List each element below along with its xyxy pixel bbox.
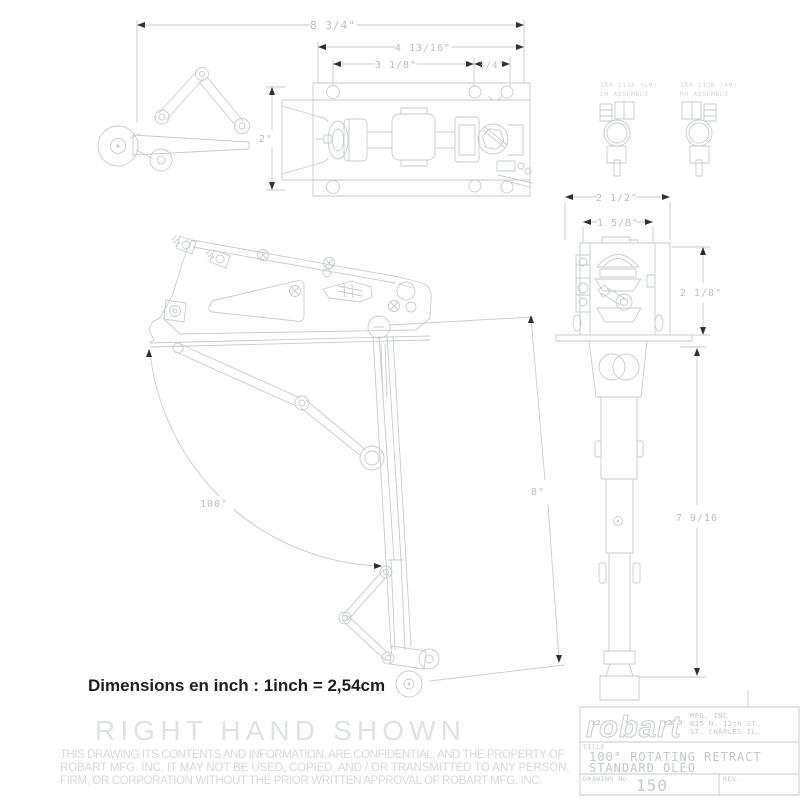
top-view-dimensions [137,19,524,190]
drawing-title-line-1: 100° ROTATING RETRACT [589,750,762,764]
drawing-no-value: 150 [636,776,668,795]
rh-detail-view [680,81,737,176]
disclaimer-line-2: ROBART MFG. INC. IT MAY NOT BE USED, COPIED, AND / OR TRANSMITTED TO ANY PERSON, [60,762,570,774]
lh-assembly-label: LH ASSEMBLY [600,90,649,98]
dim-body-height-label: 2" [258,134,274,145]
disclaimer-line-1: THIS DRAWING ITS CONTENTS AND INFORMATION, ARE CONFIDENTIAL, AND THE PROPERTY OF [60,749,565,761]
drawing-title-line-2: STANDARD OLEO [589,761,696,775]
folded-gear-assembly [98,68,250,172]
swing-angle-label: 100° [199,499,229,510]
lh-detail-view [600,81,657,176]
lh-part-number: 150-113A (LH) [600,81,658,89]
torque-scissor-links [339,566,394,664]
top-view [98,19,532,196]
robart-logo: robart [586,709,682,744]
oleo-strut-side [360,336,411,650]
orientation-note: RIGHT HAND SHOWN [95,715,467,746]
drag-link [173,343,366,456]
axle-and-wheel-hub [390,646,439,697]
company-line-2: 625 N. 12th ST. [690,720,761,728]
rev-label: REV. [723,775,741,783]
disclaimer-line-3: FIRM, OR CORPORATION WITHOUT THE PRIOR WRITTEN APPROVAL OF ROBART MFG. INC. [60,775,543,787]
rh-part-number: 150-113B (RH) [680,81,738,89]
front-view [556,193,722,700]
side-view [146,236,564,697]
retract-housing-front [556,237,692,341]
rh-assembly-label: RH ASSEMBLY [680,90,729,98]
disclaimer [60,749,570,787]
retract-frame [149,236,431,347]
strut-length-label: 8" [530,487,546,498]
strut-length-dimension [390,315,564,681]
title-field-label: TITLE [583,743,606,751]
front-view-dimensions [565,193,722,677]
oleo-strut-front [589,341,647,700]
company-line-3: ST. CHARLES IL. [690,728,761,736]
front-frame-width-label: 1 5/8" [596,218,640,229]
oleo-length-label: 7 9/16 [675,513,719,524]
dim-mount-span-label: 4 13/16" [394,43,452,54]
front-overall-width-label: 2 1/2" [595,193,639,204]
dim-hole-offset-label: 3/4" [479,61,505,71]
trunnion-and-lock-mechanism [282,106,532,187]
company-line-1: MFG. INC [690,712,728,720]
drawing-no-label: DRAWING No. [583,775,632,783]
dim-hole-span-label: 3 1/8" [374,60,418,71]
housing-height-label: 2 1/8" [679,288,723,299]
conversion-note: Dimensions en inch : 1inch = 2,54cm [88,676,386,695]
title-block [580,690,799,795]
mounting-plate [282,83,530,196]
dim-overall-width-label: 8 3/4" [310,19,356,32]
